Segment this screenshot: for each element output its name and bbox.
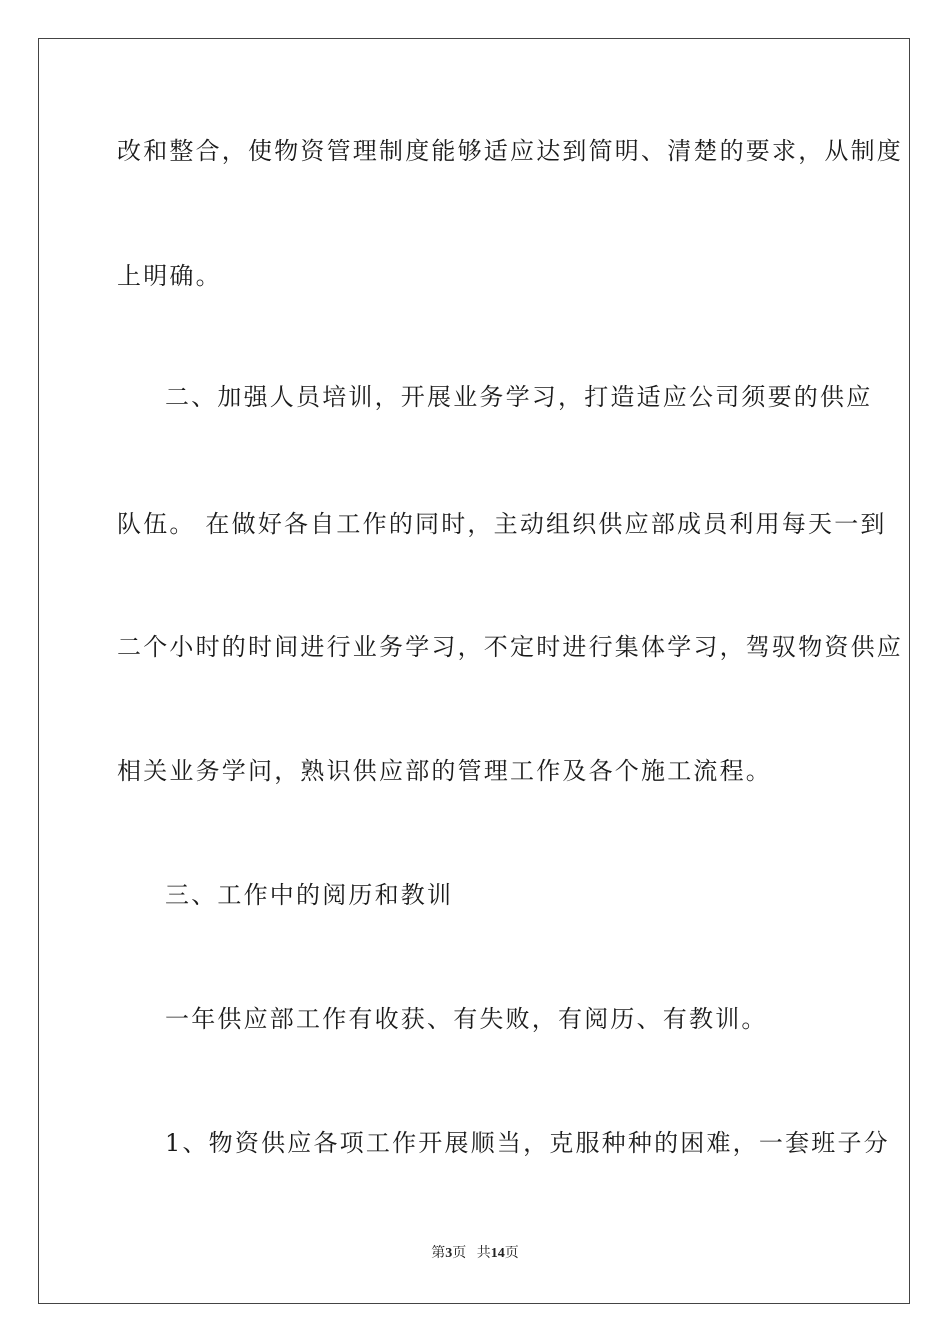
paragraph-line-2: 上明确。 — [117, 262, 222, 290]
page-suffix: 页 — [452, 1246, 467, 1261]
paragraph-line-1: 改和整合，使物资管理制度能够适应达到简明、清楚的要求，从制度 — [117, 137, 903, 165]
paragraph-line-9: 1、物资供应各项工作开展顺当，克服种种的困难，一套班子分 — [165, 1129, 890, 1157]
paragraph-line-5: 二个小时的时间进行业务学习，不定时进行集体学习，驾驭物资供应 — [117, 633, 903, 661]
page-number: 3 — [445, 1246, 453, 1261]
total-prefix: 共 — [476, 1246, 491, 1261]
total-pages: 14 — [490, 1246, 505, 1261]
paragraph-line-6: 相关业务学问，熟识供应部的管理工作及各个施工流程。 — [117, 757, 772, 785]
total-suffix: 页 — [504, 1246, 519, 1261]
paragraph-line-4: 队伍。 在做好各自工作的同时，主动组织供应部成员利用每天一到 — [117, 510, 887, 538]
page-prefix: 第 — [431, 1246, 446, 1261]
page-border — [38, 38, 910, 1304]
section-heading-2: 二、加强人员培训，开展业务学习，打造适应公司须要的供应 — [165, 383, 873, 411]
paragraph-line-8: 一年供应部工作有收获、有失败，有阅历、有教训。 — [165, 1005, 768, 1033]
page-footer — [0, 1244, 950, 1264]
section-heading-3: 三、工作中的阅历和教训 — [165, 881, 454, 909]
